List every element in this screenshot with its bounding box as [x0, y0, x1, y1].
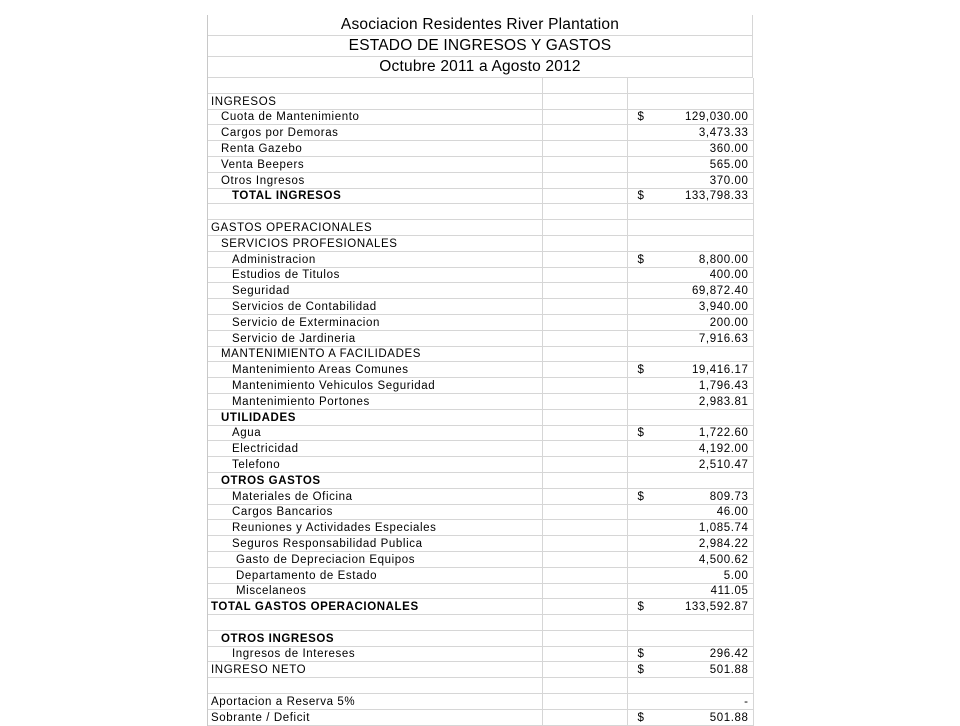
row-amount-cell — [627, 188, 753, 204]
table-row — [208, 141, 753, 157]
row-amount-cell — [627, 267, 753, 283]
row-amount-cell — [627, 235, 753, 251]
row-spacer — [542, 551, 627, 567]
row-amount-cell — [627, 251, 753, 267]
row-label — [208, 678, 542, 694]
row-label: UTILIDADES — [208, 409, 542, 425]
row-label: Mantenimiento Areas Comunes — [208, 362, 542, 378]
table-row — [208, 662, 753, 678]
table-row — [208, 599, 753, 615]
row-amount: 46.00 — [716, 506, 749, 519]
row-spacer — [542, 299, 627, 315]
row-amount: 129,030.00 — [684, 111, 749, 124]
table-row — [208, 393, 753, 409]
row-amount: 2,983.81 — [698, 395, 749, 408]
row-label: INGRESOS — [208, 93, 542, 109]
currency-symbol: $ — [637, 427, 645, 440]
row-label: SERVICIOS PROFESIONALES — [208, 235, 542, 251]
row-amount: 200.00 — [709, 316, 749, 329]
row-spacer — [542, 457, 627, 473]
row-spacer — [542, 694, 627, 710]
table-row — [208, 156, 753, 172]
row-spacer — [542, 346, 627, 362]
row-amount-cell — [627, 662, 753, 678]
row-spacer — [542, 662, 627, 678]
row-spacer — [542, 425, 627, 441]
table-row — [208, 409, 753, 425]
row-label: Servicios de Contabilidad — [208, 299, 542, 315]
row-amount: 5.00 — [723, 569, 749, 582]
row-label: Seguridad — [208, 283, 542, 299]
row-amount-cell — [627, 93, 753, 109]
row-amount-cell — [627, 472, 753, 488]
row-spacer — [542, 251, 627, 267]
row-amount-cell — [627, 615, 753, 631]
table-row — [208, 630, 753, 646]
row-label: Departamento de Estado — [208, 567, 542, 583]
table-row — [208, 551, 753, 567]
row-amount: 296.42 — [709, 648, 749, 661]
row-label: Reuniones y Actividades Especiales — [208, 520, 542, 536]
row-amount-cell — [627, 694, 753, 710]
row-spacer — [542, 235, 627, 251]
table-row — [208, 220, 753, 236]
row-amount-cell — [627, 646, 753, 662]
row-spacer — [542, 204, 627, 220]
currency-symbol: $ — [637, 490, 645, 503]
row-amount-cell — [627, 78, 753, 93]
currency-symbol: $ — [637, 664, 645, 677]
row-amount: 4,500.62 — [698, 553, 749, 566]
row-amount-cell — [627, 156, 753, 172]
row-spacer — [542, 615, 627, 631]
row-label: Servicio de Jardineria — [208, 330, 542, 346]
row-label: Aportacion a Reserva 5% — [208, 694, 542, 710]
row-amount-cell — [627, 283, 753, 299]
row-amount: 4,192.00 — [698, 443, 749, 456]
row-amount-cell — [627, 678, 753, 694]
row-amount: 69,872.40 — [691, 285, 749, 298]
row-amount: 1,722.60 — [698, 427, 749, 440]
row-amount-cell — [627, 583, 753, 599]
row-spacer — [542, 441, 627, 457]
row-amount: 2,984.22 — [698, 537, 749, 550]
row-label: MANTENIMIENTO A FACILIDADES — [208, 346, 542, 362]
row-label: TOTAL GASTOS OPERACIONALES — [208, 599, 542, 615]
row-label: Sobrante / Deficit — [208, 709, 542, 725]
table-row — [208, 457, 753, 473]
row-label: Ingresos de Intereses — [208, 646, 542, 662]
table-row — [208, 615, 753, 631]
statement-title: ESTADO DE INGRESOS Y GASTOS — [208, 36, 753, 57]
row-amount-cell — [627, 536, 753, 552]
row-amount-cell — [627, 172, 753, 188]
table-row — [208, 425, 753, 441]
table-row — [208, 235, 753, 251]
row-amount: - — [744, 695, 749, 708]
row-amount: 3,940.00 — [698, 300, 749, 313]
row-spacer — [542, 93, 627, 109]
row-label: Cargos Bancarios — [208, 504, 542, 520]
table-row — [208, 299, 753, 315]
row-amount: 2,510.47 — [698, 458, 749, 471]
table-row — [208, 472, 753, 488]
table-row — [208, 488, 753, 504]
currency-symbol: $ — [637, 601, 645, 614]
table-row — [208, 504, 753, 520]
table-row — [208, 678, 753, 694]
row-label: Seguros Responsabilidad Publica — [208, 536, 542, 552]
row-spacer — [542, 362, 627, 378]
row-amount: 411.05 — [710, 585, 749, 598]
org-title: Asociacion Residentes River Plantation — [208, 15, 753, 36]
row-amount-cell — [627, 141, 753, 157]
table-row — [208, 378, 753, 394]
row-amount-cell — [627, 551, 753, 567]
row-amount: 501.88 — [709, 664, 749, 677]
row-amount-cell — [627, 599, 753, 615]
row-spacer — [542, 267, 627, 283]
table-row — [208, 330, 753, 346]
row-spacer — [542, 78, 627, 93]
table-row — [208, 567, 753, 583]
row-label: OTROS GASTOS — [208, 472, 542, 488]
row-spacer — [542, 188, 627, 204]
row-spacer — [542, 156, 627, 172]
table-row — [208, 283, 753, 299]
row-amount: 7,916.63 — [698, 332, 749, 345]
row-amount-cell — [627, 425, 753, 441]
row-amount-cell — [627, 109, 753, 125]
row-label: Electricidad — [208, 441, 542, 457]
row-spacer — [542, 536, 627, 552]
table-row — [208, 583, 753, 599]
table-row — [208, 694, 753, 710]
row-label: Telefono — [208, 457, 542, 473]
table-row — [208, 362, 753, 378]
statement-table — [208, 78, 754, 726]
table-row — [208, 314, 753, 330]
row-label — [208, 615, 542, 631]
table-row — [208, 172, 753, 188]
table-row — [208, 536, 753, 552]
table-row — [208, 204, 753, 220]
row-label — [208, 78, 542, 93]
currency-symbol: $ — [637, 253, 645, 266]
row-amount-cell — [627, 204, 753, 220]
row-label: Gasto de Depreciacion Equipos — [208, 551, 542, 567]
row-spacer — [542, 172, 627, 188]
currency-symbol: $ — [637, 648, 645, 661]
row-spacer — [542, 125, 627, 141]
row-label: Mantenimiento Portones — [208, 393, 542, 409]
row-spacer — [542, 583, 627, 599]
row-label: Materiales de Oficina — [208, 488, 542, 504]
row-amount: 360.00 — [709, 142, 749, 155]
table-row — [208, 646, 753, 662]
row-label: Administracion — [208, 251, 542, 267]
row-amount: 1,085.74 — [698, 522, 749, 535]
table-row — [208, 346, 753, 362]
table-row — [208, 709, 753, 725]
row-spacer — [542, 109, 627, 125]
row-label: GASTOS OPERACIONALES — [208, 220, 542, 236]
row-label: Servicio de Exterminacion — [208, 314, 542, 330]
row-spacer — [542, 220, 627, 236]
table-row — [208, 267, 753, 283]
row-amount: 19,416.17 — [691, 364, 749, 377]
row-spacer — [542, 472, 627, 488]
period-title: Octubre 2011 a Agosto 2012 — [208, 57, 753, 78]
row-amount-cell — [627, 409, 753, 425]
row-spacer — [542, 283, 627, 299]
table-row — [208, 93, 753, 109]
row-label: INGRESO NETO — [208, 662, 542, 678]
row-amount-cell — [627, 567, 753, 583]
row-amount: 370.00 — [709, 174, 749, 187]
spreadsheet — [207, 15, 753, 726]
row-amount-cell — [627, 441, 753, 457]
row-amount-cell — [627, 457, 753, 473]
row-amount-cell — [627, 504, 753, 520]
table-row — [208, 78, 753, 93]
row-amount-cell — [627, 346, 753, 362]
row-amount: 3,473.33 — [698, 127, 749, 140]
row-amount-cell — [627, 314, 753, 330]
row-amount: 809.73 — [709, 490, 749, 503]
row-amount-cell — [627, 330, 753, 346]
row-amount: 133,592.87 — [684, 601, 749, 614]
row-spacer — [542, 378, 627, 394]
row-spacer — [542, 599, 627, 615]
currency-symbol: $ — [637, 364, 645, 377]
row-amount: 1,796.43 — [698, 379, 749, 392]
row-amount-cell — [627, 299, 753, 315]
row-label: Cargos por Demoras — [208, 125, 542, 141]
row-spacer — [542, 678, 627, 694]
row-amount-cell — [627, 378, 753, 394]
row-amount: 501.88 — [709, 711, 749, 724]
row-spacer — [542, 393, 627, 409]
row-label: Miscelaneos — [208, 583, 542, 599]
row-amount: 400.00 — [709, 269, 749, 282]
row-spacer — [542, 709, 627, 725]
row-spacer — [542, 646, 627, 662]
row-amount-cell — [627, 220, 753, 236]
table-row — [208, 441, 753, 457]
row-spacer — [542, 630, 627, 646]
row-amount-cell — [627, 125, 753, 141]
table-row — [208, 125, 753, 141]
row-spacer — [542, 314, 627, 330]
table-row — [208, 520, 753, 536]
row-spacer — [542, 330, 627, 346]
row-label: Renta Gazebo — [208, 141, 542, 157]
row-amount: 133,798.33 — [684, 190, 749, 203]
row-spacer — [542, 488, 627, 504]
row-label: Cuota de Mantenimiento — [208, 109, 542, 125]
row-spacer — [542, 567, 627, 583]
row-amount-cell — [627, 709, 753, 725]
currency-symbol: $ — [637, 190, 645, 203]
table-row — [208, 251, 753, 267]
row-label — [208, 204, 542, 220]
row-label: Estudios de Titulos — [208, 267, 542, 283]
row-amount-cell — [627, 488, 753, 504]
row-label: OTROS INGRESOS — [208, 630, 542, 646]
row-amount-cell — [627, 362, 753, 378]
row-label: Venta Beepers — [208, 156, 542, 172]
currency-symbol: $ — [637, 711, 645, 724]
row-amount-cell — [627, 520, 753, 536]
row-spacer — [542, 520, 627, 536]
row-amount-cell — [627, 630, 753, 646]
row-spacer — [542, 141, 627, 157]
table-row — [208, 109, 753, 125]
row-label: Mantenimiento Vehiculos Seguridad — [208, 378, 542, 394]
row-label: TOTAL INGRESOS — [208, 188, 542, 204]
row-amount: 565.00 — [709, 158, 749, 171]
row-label: Agua — [208, 425, 542, 441]
currency-symbol: $ — [637, 111, 645, 124]
row-amount: 8,800.00 — [698, 253, 749, 266]
row-spacer — [542, 504, 627, 520]
table-row — [208, 188, 753, 204]
row-amount-cell — [627, 393, 753, 409]
row-label: Otros Ingresos — [208, 172, 542, 188]
row-spacer — [542, 409, 627, 425]
